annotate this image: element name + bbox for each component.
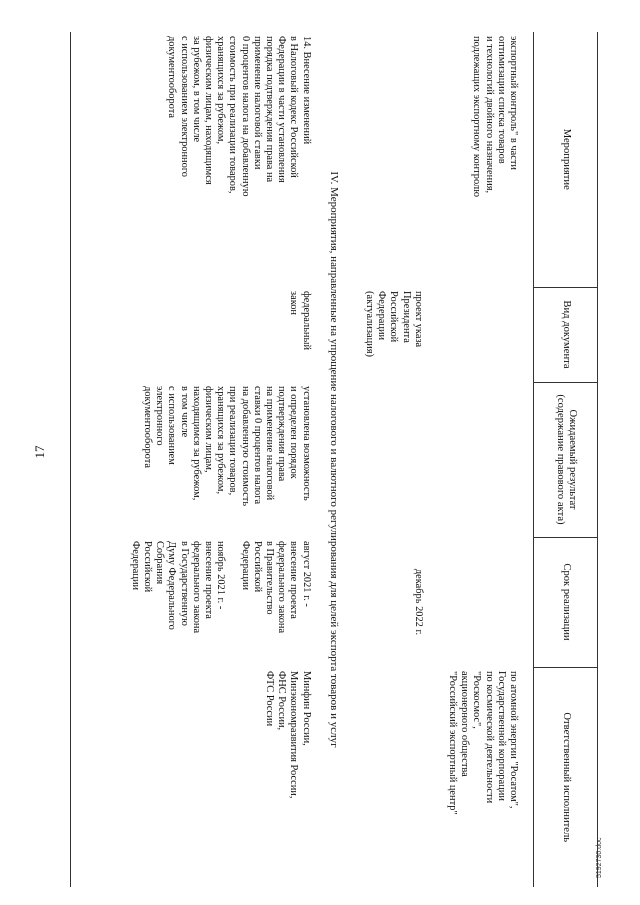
cell-doc-type: проект указа Президента Российской Федерации (актуализация)	[363, 291, 424, 357]
cell-term: декабрь 2022 г.	[412, 568, 424, 636]
header-term: Срок реализации	[534, 537, 599, 667]
cell-responsible	[348, 667, 442, 887]
landscape-page-content	[68, 32, 598, 887]
table-row	[348, 32, 442, 887]
cell-responsible: Минфин России, Минэкономразвития России, ФНС России, ФТС России	[263, 671, 312, 799]
header-responsible: Ответственный исполнитель	[534, 667, 599, 887]
table-row	[442, 32, 534, 887]
cell-measure: 14. Внесение изменений в Налоговый кодекс Российской Федерации в части установления порядка подтверждения права на применение налоговой ставки 0 процентов налога на добавленную стоимость при реализации товаров, хранящихся за рубежом, физическим лицам, находящимся за рубежом, в том числе с использованием электронного документооборота	[166, 36, 312, 197]
table-row	[125, 32, 316, 887]
cell-result: установлена возможность и определен порядок подтверждения права на применение налоговой ставки 0 процентов налога на добавленную стоимость при реализации товаров, хранящихся за рубежом, физическим лицам, находящимся за рубежом, в том числе с использованием электронного документооборота	[141, 386, 312, 507]
cell-doc-type	[442, 287, 534, 382]
header-result: Ожидаемый результат (содержание правового акта)	[534, 382, 599, 537]
table-bottom-rule	[70, 32, 71, 887]
cell-term	[442, 537, 534, 667]
table-header-row	[534, 32, 599, 887]
header-doc-type: Вид документа	[534, 287, 599, 382]
section-heading-row	[316, 32, 348, 887]
page-number: 17	[32, 445, 47, 459]
cell-responsible: по атомной энергии "Росатом", Государственной корпорации по космической деятельности "Роскосмос", акционерного общества "Российский экспортный центр"	[446, 671, 519, 815]
cell-measure: экспортный контроль" в части оптимизации списка товаров и технологий двойного назначения, подлежащих экспортному контролю	[471, 36, 519, 197]
cell-result	[348, 382, 442, 537]
header-measure: Мероприятие	[534, 32, 599, 287]
table-top-rule	[597, 32, 598, 887]
cell-term: август 2021 г. - внесение проекта федерального закона в Правительство Российской Федерации ноябрь 2021 г. - внесение проекта федерального закона в Государственную Думу Федерального Собрания Российской Федерации	[129, 541, 312, 634]
cell-doc-type: федеральный закон	[288, 291, 312, 351]
section-title: IV. Мероприятия, направленные на упрощение налогового и валютного регулирования для целей экспорта товаров и услуг	[327, 171, 340, 748]
document-file-code: 5192730.doc	[596, 837, 603, 878]
measures-table	[125, 32, 598, 887]
cell-measure	[348, 32, 442, 287]
cell-result	[442, 382, 534, 537]
